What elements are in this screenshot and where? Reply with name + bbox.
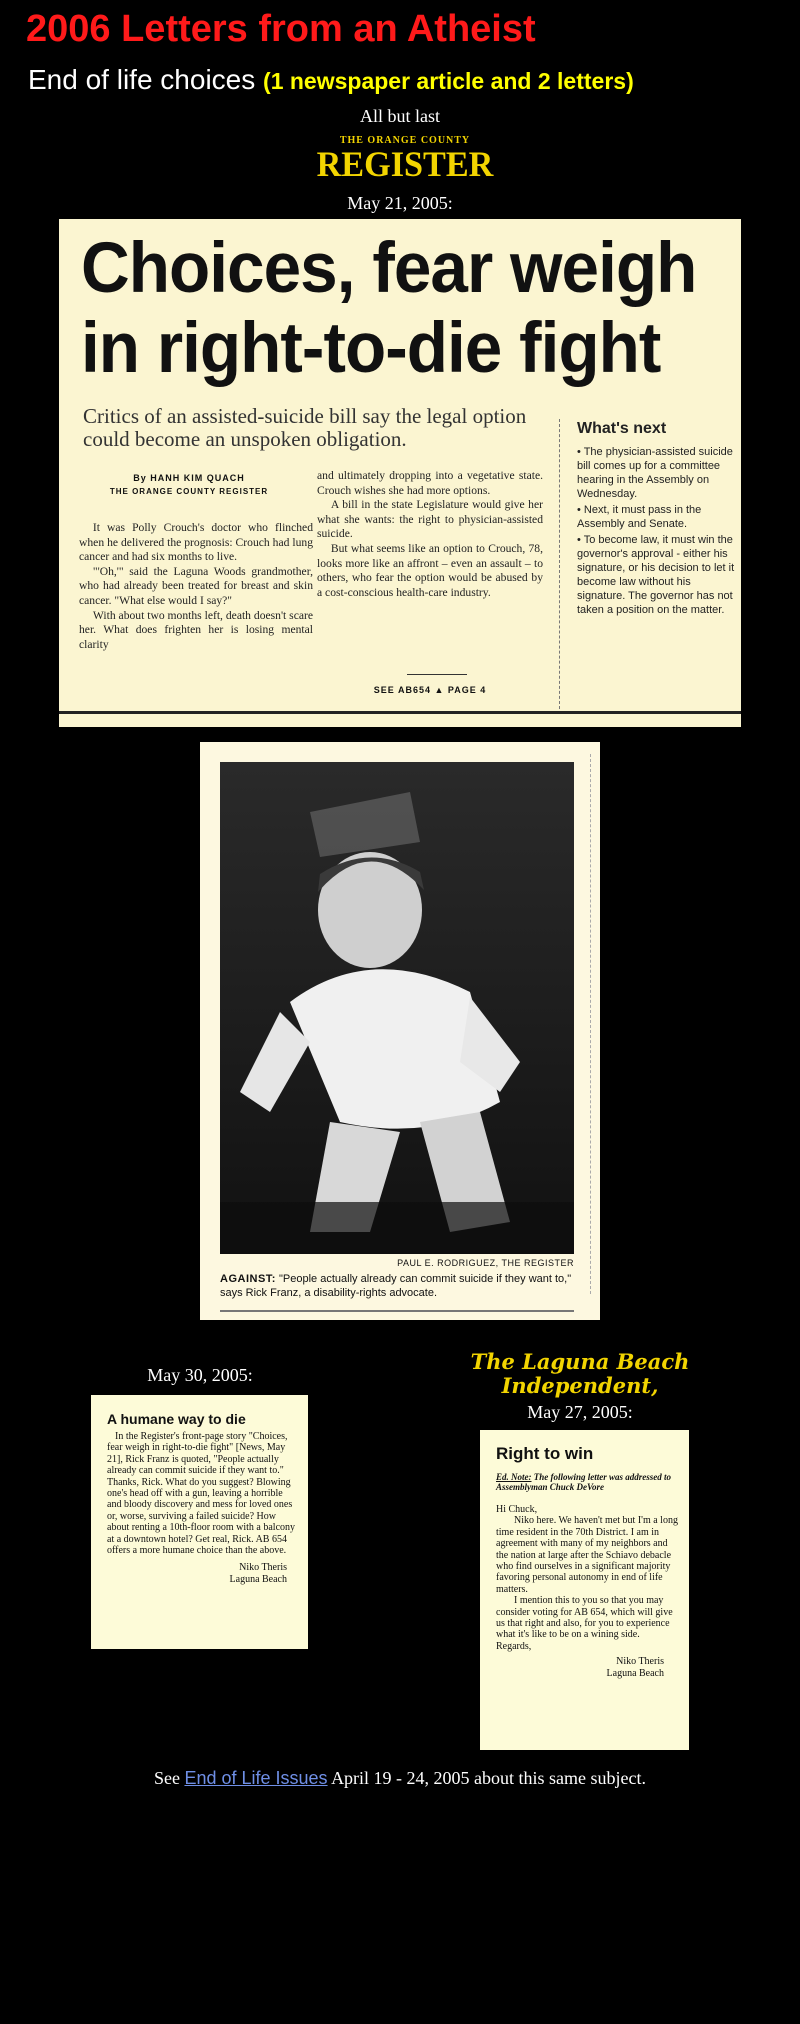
letter2-paragraph: Niko here. We haven't met but I'm a long time resident in the 70th District. I am in agreement with many of my neighbors and the nation at large after the Schiavo debacle who find ourselves in a significant majority favoring personal autonomy in end of life matters. [496,1515,678,1595]
photo-dashed-border [590,754,591,1294]
clipping-bottom-rule [59,711,741,714]
editor-note-label: Ed. Note: [496,1472,532,1482]
page-subtitle [28,64,634,96]
headline-line-2: in right-to-die fight [81,309,661,388]
sidebar-divider [559,419,560,709]
col1-paragraph: "'Oh,'" said the Laguna Woods grandmother, who had already been treated for breast and skin cancer. "What else would I say?" [79,564,313,607]
headline-line-1: Choices, fear weigh [81,229,697,308]
article-jump-line: SEE AB654 ▲ PAGE 4 [373,685,487,695]
photo-caption [220,1272,574,1300]
col1-paragraph: It was Polly Crouch's doctor who flinched when he delivered the prognosis: Crouch had lung cancer and had six months to live. [79,521,313,564]
letter-right-to-win [480,1430,689,1750]
sidebar-bullet: • The physician-assisted suicide bill comes up for a committee hearing in the Assembly on Wednesday. [577,446,733,500]
col2-paragraph: and ultimately dropping into a vegetative state. Crouch wishes she had more options. [317,469,543,497]
article-byline: By HANH KIM QUACH [133,473,245,483]
letter2-date: May 27, 2005: [527,1402,633,1422]
register-logo [300,135,510,182]
laguna-beach-independent-logo [460,1350,700,1398]
letter1-sign-name: Niko Theris [239,1562,287,1574]
letter2-title: Right to win [496,1444,594,1463]
rick-franz-photo [220,762,574,1254]
letter2-closing: Regards, [496,1640,532,1652]
photo-bottom-rule [220,1310,574,1312]
letter1-text: In the Register's front-page story "Choices, fear weigh in right-to-die fight" [News, May 21], Rick Franz is quoted, "People actually already can commit suicide if they want to." Thanks, Rick. What do you suggest? Blowing one's head off with a gun, leaving a horrible and bloody discovery and mess for loved ones or, worse, surviving a failed suicide? How about renting a 10th-floor room with a balcony at a downtown hotel? Get real, Rick. AB 654 offers a more humane choice than the above. [107,1431,296,1557]
photo-credit: PAUL E. RODRIGUEZ, THE REGISTER [397,1258,574,1268]
letter1-date: May 30, 2005: [147,1365,253,1385]
editor-note [496,1472,678,1492]
photo-illustration [220,762,574,1254]
register-logo-small: THE ORANGE COUNTY [339,135,471,146]
article-byline-paper: THE ORANGE COUNTY REGISTER [109,487,269,496]
article-date: May 21, 2005: [347,193,453,213]
jump-rule [407,674,467,675]
register-logo-big: REGISTER [316,144,494,184]
letter2-greeting: Hi Chuck, [496,1504,538,1515]
article-column-1 [79,521,313,652]
sidebar-bullet: • Next, it must pass in the Assembly and Senate. [577,504,702,530]
all-but-last-note: All but last [360,106,440,126]
footer-see: See [153,1768,180,1788]
page-title: 2006 Letters from an Atheist [26,8,536,50]
sidebar-bullet: • To become law, it must win the governor's approval - either his signature, or his decision to let it become law without his signature. The governor has not taken a position on the matter. [577,534,735,616]
caption-text: "People actually already can commit suicide if they want to," says Rick Franz, a disability-rights advocate. [220,1273,572,1299]
letter2-body [496,1472,678,1679]
sidebar-title: What's next [577,420,667,437]
article-headline [81,229,696,389]
letter2-sign-place: Laguna Beach [606,1667,664,1679]
letter1-body [107,1431,297,1585]
photo-clipping [200,742,600,1320]
letter2-paragraph: I mention this to you so that you may consider voting for AB 654, which will give us that right and also, for you to experience what it's like to be on a wining side. [496,1595,673,1641]
caption-label: AGAINST: [220,1273,276,1285]
newspaper-clipping [59,219,741,727]
letter-humane-way-to-die [91,1395,308,1649]
letter2-sign-name: Niko Theris [616,1656,664,1668]
article-deck: Critics of an assisted-suicide bill say the legal option could become an unspoken obligation. [83,404,527,451]
independent-logo-line-1: The Laguna Beach [470,1349,690,1374]
whats-next-sidebar [577,419,735,619]
footer-see-also [0,1768,800,1789]
subtitle-note: (1 newspaper article and 2 letters) [263,68,634,94]
footer-rest: April 19 - 24, 2005 about this same subject. [331,1768,647,1788]
col1-paragraph: With about two months left, death doesn't scare her. What does frighten her is losing mental clarity [79,608,313,651]
letter1-sign-place: Laguna Beach [229,1573,287,1585]
col2-paragraph: But what seems like an option to Crouch, 78, looks more like an affront – even an assault – to others, who fear the option would be abused by a cost-conscious health-care industry. [317,541,543,599]
editor-note-text: The following letter was addressed to Assemblyman Chuck DeVore [496,1472,671,1492]
letter1-title: A humane way to die [107,1411,246,1427]
end-of-life-issues-link[interactable]: End of Life Issues [184,1768,328,1788]
article-column-2 [317,469,543,600]
independent-logo-line-2: Independent, [501,1373,659,1398]
subtitle-text: End of life choices [28,64,256,95]
col2-paragraph: A bill in the state Legislature would give her what she wants: the right to physician-assisted suicide. [317,498,543,541]
